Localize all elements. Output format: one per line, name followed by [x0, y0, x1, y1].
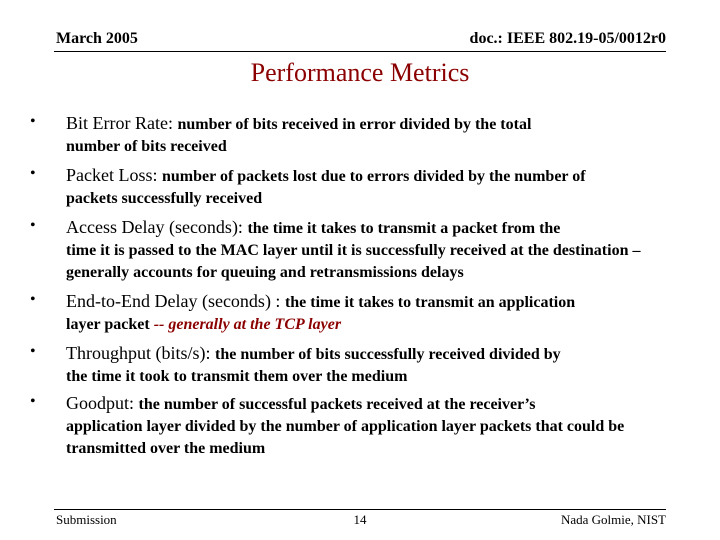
bullet-note: -- generally at the TCP layer: [153, 316, 342, 333]
bullet-description: the number of successful packets received at the receiver’s: [138, 396, 536, 413]
bullet-description-cont: packets successfully received: [66, 190, 263, 207]
footer-submission: Submission: [56, 512, 117, 527]
bullet-description: the time it takes to transmit a packet from the: [247, 220, 561, 237]
bullet-description: the number of bits successfully received divided by: [215, 346, 561, 363]
bullet-description-cont: time it is passed to the MAC layer until it is successfully received at the destination – generally accounts for queuing and retransmissions delays: [66, 242, 641, 281]
bullet-description: number of packets lost due to errors divided by the number of: [162, 168, 586, 185]
bullet-list: [30, 112, 670, 460]
bullet-description: number of bits received in error divided by the total: [177, 116, 532, 133]
bullet-term: Bit Error Rate:: [66, 113, 173, 133]
bullet-icon: •: [30, 291, 36, 308]
bullet-description-cont: the time it took to transmit them over the medium: [66, 368, 408, 385]
bullet-item: [30, 216, 670, 284]
bullet-icon: •: [30, 343, 36, 360]
header-rule: [54, 51, 666, 52]
bullet-description-cont: number of bits received: [66, 138, 227, 155]
bullet-term: Throughput (bits/s):: [66, 343, 211, 363]
bullet-term: End-to-End Delay (seconds) :: [66, 291, 281, 311]
footer-author: Nada Golmie, NIST: [560, 512, 666, 527]
bullet-icon: •: [30, 393, 36, 410]
bullet-icon: •: [30, 113, 36, 130]
bullet-description: the time it takes to transmit an application: [284, 294, 576, 311]
header-doc-id: doc.: IEEE 802.19-05/0012r0: [469, 30, 666, 47]
slide-title: Performance Metrics: [250, 58, 470, 87]
bullet-term: Packet Loss:: [66, 165, 158, 185]
header-date: March 2005: [56, 30, 138, 47]
bullet-description-cont: layer packet: [66, 316, 150, 333]
bullet-item: [30, 112, 670, 158]
bullet-term: Goodput:: [66, 393, 135, 413]
bullet-term: Access Delay (seconds):: [66, 217, 243, 237]
page-number: 14: [353, 512, 367, 527]
bullet-item: [30, 290, 670, 336]
bullet-item: [30, 164, 670, 210]
footer-rule: [54, 509, 666, 510]
bullet-icon: •: [30, 165, 36, 182]
bullet-item: [30, 392, 670, 460]
bullet-icon: •: [30, 217, 36, 234]
bullet-item: [30, 342, 670, 388]
bullet-description-cont: application layer divided by the number of application layer packets that could be transmitted over the medium: [66, 418, 625, 457]
